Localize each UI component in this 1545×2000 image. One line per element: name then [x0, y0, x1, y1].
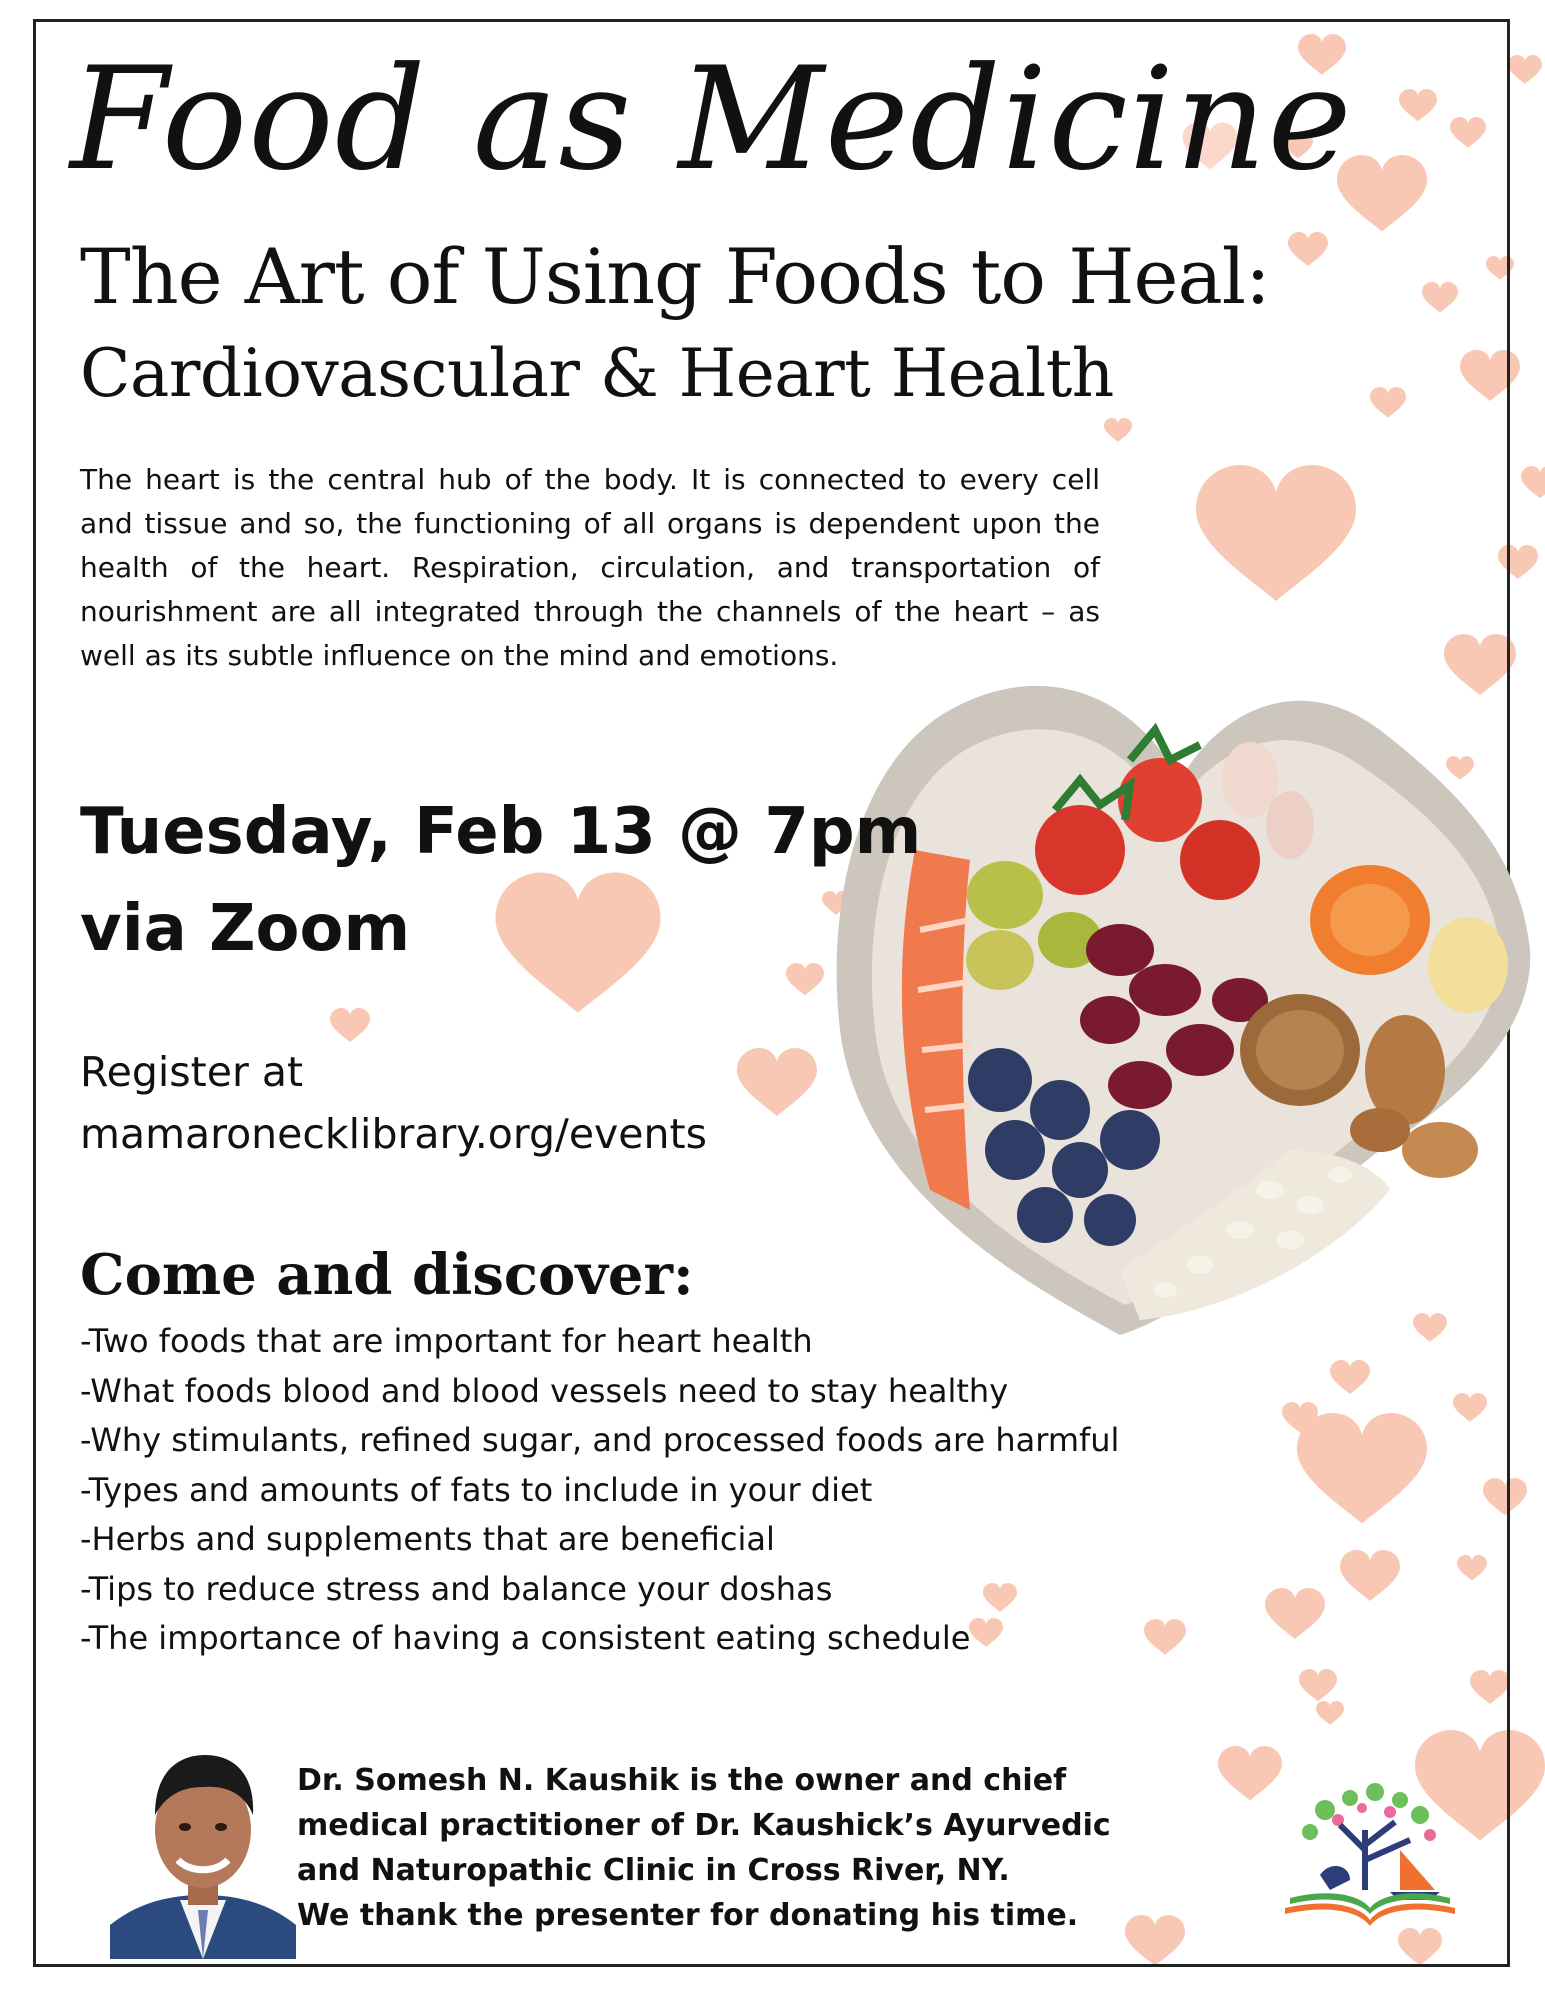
list-item: -What foods blood and blood vessels need to stay healthy: [80, 1371, 1009, 1410]
heart-icon: [1521, 466, 1545, 498]
presenter-photo: [110, 1735, 296, 1959]
event-subtitle-topic: Cardiovascular & Heart Health: [80, 335, 1114, 412]
event-location: via Zoom: [80, 892, 411, 966]
discover-list: [80, 1317, 1160, 1664]
library-logo-icon: [1270, 1780, 1470, 1935]
heart-bowl-food-image: [820, 630, 1540, 1370]
event-datetime: [80, 784, 921, 978]
list-item: -Tips to reduce stress and balance your doshas: [80, 1569, 833, 1608]
heart-icon: [1508, 55, 1542, 84]
event-date: Tuesday, Feb 13 @ 7pm: [80, 795, 922, 869]
register-url: mamaronecklibrary.org/events: [80, 1110, 707, 1158]
event-title: Food as Medicine: [70, 37, 1353, 202]
presenter-bio-line: We thank the presenter for donating his time.: [297, 1898, 1079, 1933]
list-item: -Herbs and supplements that are beneficial: [80, 1520, 775, 1558]
register-block: [80, 1041, 707, 1165]
presenter-bio-line: Dr. Somesh N. Kaushik is the owner and chief: [297, 1763, 1067, 1798]
event-subtitle: The Art of Using Foods to Heal:: [80, 232, 1270, 321]
list-item: -Types and amounts of fats to include in your diet: [80, 1470, 873, 1509]
list-item: -The importance of having a consistent eating schedule: [80, 1619, 971, 1657]
discover-heading: Come and discover:: [80, 1242, 694, 1308]
list-item: -Why stimulants, refined sugar, and processed foods are harmful: [80, 1421, 1120, 1459]
presenter-bio-line: and Naturopathic Clinic in Cross River, NY.: [297, 1853, 1010, 1888]
event-description: The heart is the central hub of the body. It is connected to every cell and tissue and so, the functioning of all organs is dependent upon the health of the heart. Respiration, circulation, and transportation of nourishment are all integrated through the channels of the heart – as well as its subtle influence on the mind and emotions.: [80, 463, 1100, 672]
register-label: Register at: [80, 1048, 304, 1096]
presenter-bio-line: medical practitioner of Dr. Kaushick’s Ayurvedic: [297, 1808, 1111, 1843]
list-item: -Two foods that are important for heart health: [80, 1322, 813, 1360]
presenter-bio: [297, 1758, 1197, 1938]
